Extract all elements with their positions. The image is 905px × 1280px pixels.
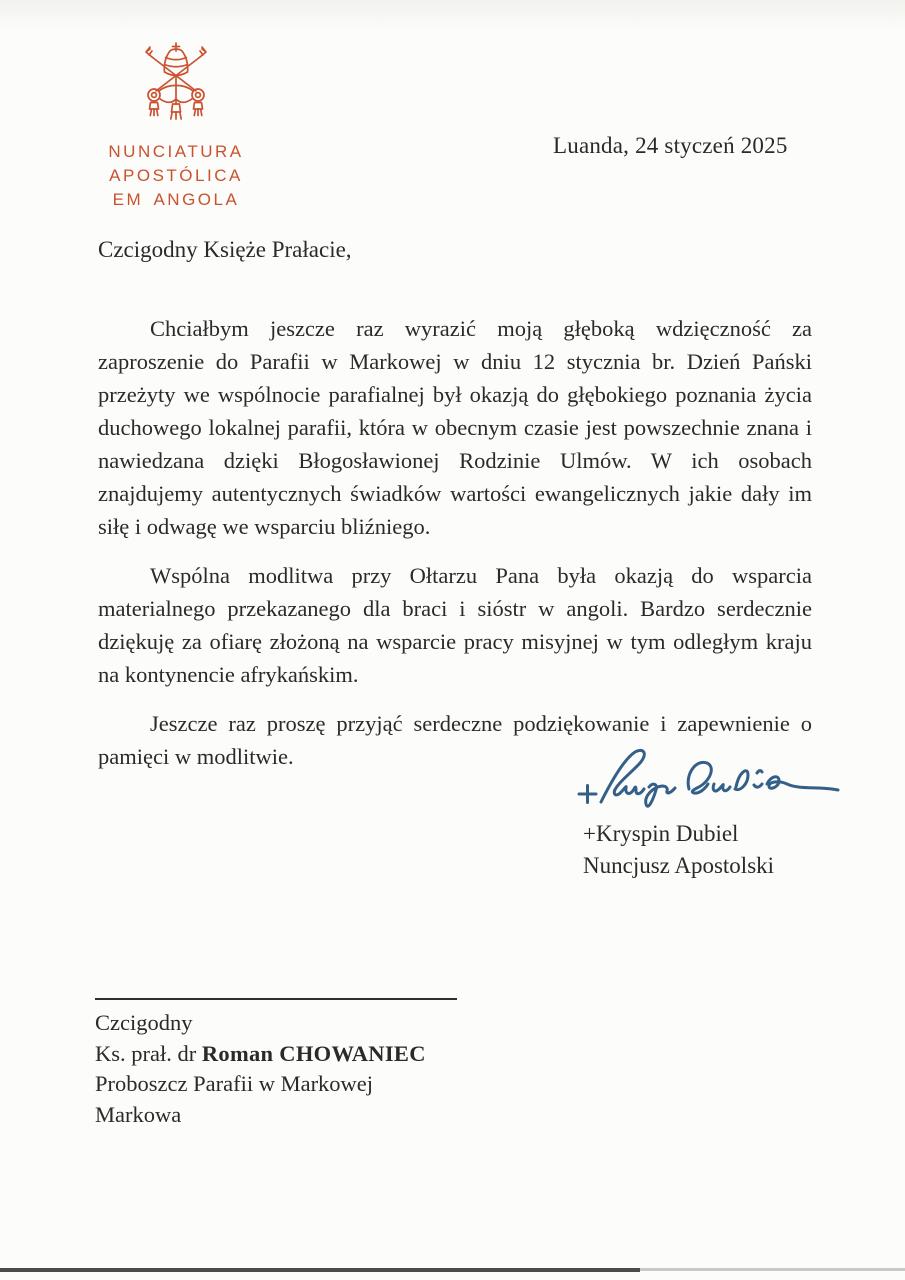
papal-tiara-crossed-keys-icon [128, 40, 224, 128]
paragraph-3: Jeszcze raz proszę przyjąć serdeczne podziękowanie i zapewnienie o pamięci w modlitwie. [98, 711, 812, 769]
recipient-line1: Czcigodny [95, 1010, 193, 1035]
signer-name: +Kryspin Dubiel [583, 821, 739, 846]
paragraph-1: Chciałbym jeszcze raz wyrazić moją głęboką wdzięczność za zaproszenie do Parafii w Markowej w dniu 12 stycznia br. Dzień Pański przeżyty we wspólnocie parafialnej był okazją do głębokiego poznania życia duchowego lokalnej parafii, która w obecnym czasie jest powszechnie znana i nawiedzana dzięki Błogosławionej Rodzinie Ulmów. W ich osobach znajdujemy autentycznych świadków wartości ewangelicznych jakie dały im siłę i odwagę we wsparciu bliźniego. [98, 316, 812, 539]
recipient-block [95, 998, 457, 1130]
recipient-line3: Proboszcz Parafii w Markowej [95, 1071, 374, 1096]
letterhead-org-line2: EM ANGOLA [112, 190, 240, 209]
letterhead [38, 40, 314, 212]
salutation: Czcigodny Księże Prałacie, [98, 237, 352, 262]
letter-body [98, 312, 812, 789]
paragraph-2: Wspólna modlitwa przy Ołtarzu Pana była okazją do wsparcia materialnego przekazanego dla braci i sióstr w angoli. Bardzo serdecznie dziękuję za ofiarę złożoną na wsparcie pracy misyjnej w tym odległym kraju na kontynencie afrykańskim. [98, 563, 812, 687]
recipient-line2 [95, 1039, 457, 1070]
signature-block [583, 818, 774, 881]
recipient-title-prefix: Ks. prał. dr [95, 1040, 202, 1066]
recipient-line4: Markowa [95, 1101, 182, 1127]
dateline: Luanda, 24 styczeń 2025 [553, 133, 788, 158]
recipient-divider [95, 998, 457, 1000]
letterhead-org-line1: NUNCIATURA APOSTÓLICA [108, 142, 244, 185]
scan-edge-shading [0, 0, 905, 30]
scan-bottom-edge-dark [0, 1268, 640, 1272]
signer-title: Nuncjusz Apostolski [583, 852, 775, 878]
handwritten-signature [568, 742, 846, 822]
recipient-name: Roman CHOWANIEC [201, 1040, 426, 1066]
